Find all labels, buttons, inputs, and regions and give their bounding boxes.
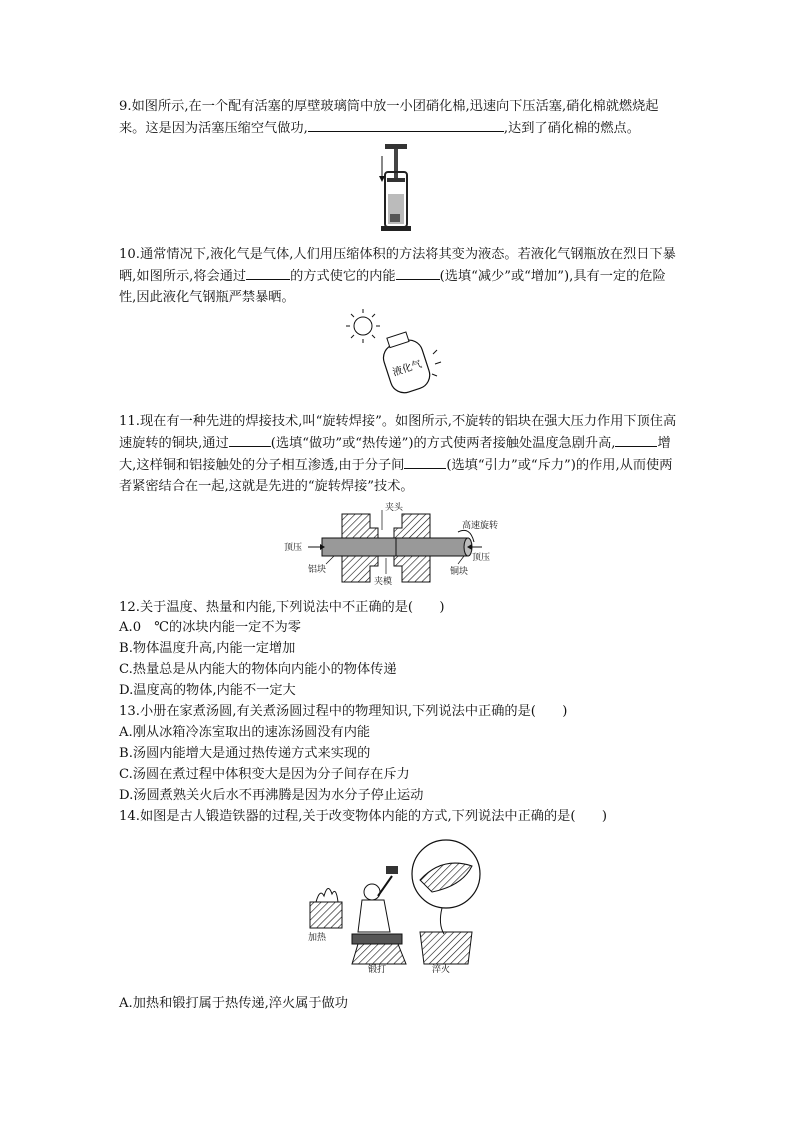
answer-blank[interactable]	[246, 265, 290, 280]
label-copper: 铜块	[450, 567, 469, 577]
copper-block	[396, 538, 468, 556]
aluminum-block	[322, 538, 396, 556]
option-12-d[interactable]: D.温度高的物体,内能不一定大	[119, 683, 296, 698]
label-clamp-bottom: 夹模	[374, 577, 393, 587]
label-high-speed: 高速旋转	[462, 521, 499, 531]
option-13-c[interactable]: C.汤圆在煮过程中体积变大是因为分子间存在斥力	[119, 767, 410, 782]
option-12-a[interactable]: A.0 ℃的冰块内能一定不为零	[119, 620, 301, 635]
question-14-stem: 14.如图是古人锻造铁器的过程,关于改变物体内能的方式,下列说法中正确的是( )	[119, 809, 608, 824]
question-11: 11.现在有一种先进的焊接技术,叫“旋转焊接”。如图所示,不旋转的铝块在强大压力作用下顶住高速旋转的铜块,通过 (选填“做功”或“热传递”)的方式使两者接触处温度急剧升高, 增大,这样铜和铝接触处的分子相互渗透,由于分子间 (选填“引力”或“斥力”)的作用,从而使两者紧密结合在一起,这就是先进的“旋转焊接”技术。	[119, 414, 677, 494]
option-13-d[interactable]: D.汤圆煮熟关火后水不再沸腾是因为水分子停止运动	[119, 788, 424, 803]
label-quench: 淬火	[432, 965, 451, 975]
gas-cylinder-sun-figure	[337, 306, 447, 398]
label-clamp-top: 夹头	[385, 503, 404, 513]
label-press-right: 顶压	[472, 553, 491, 563]
option-12-c[interactable]: C.热量总是从内能大的物体向内能小的物体传递	[119, 662, 397, 677]
question-10: 10.通常情况下,液化气是气体,人们用压缩体积的方法将其变为液态。若液化气钢瓶放在烈日下暴晒,如图所示,将会通过 的方式使它的内能 (选填“减少”或“增加”),具有一定的危险性,因此液化气钢瓶严禁暴晒。	[119, 247, 676, 305]
figure-label-lpg: 液化气	[391, 358, 424, 379]
answer-blank[interactable]	[615, 432, 657, 447]
answer-blank[interactable]	[308, 117, 504, 132]
label-press-left: 顶压	[284, 543, 303, 553]
label-aluminum: 铝块	[308, 565, 327, 575]
glass-cylinder-piston-figure	[372, 142, 420, 234]
answer-blank[interactable]	[396, 265, 440, 280]
label-heat: 加热	[308, 933, 327, 943]
answer-blank[interactable]	[229, 432, 271, 447]
option-12-b[interactable]: B.物体温度升高,内能一定增加	[119, 641, 296, 656]
option-13-b[interactable]: B.汤圆内能增大是通过热传递方式来实现的	[119, 746, 371, 761]
option-14-a[interactable]: A.加热和锻打属于热传递,淬火属于做功	[119, 996, 348, 1011]
ancient-forging-figure	[302, 836, 498, 974]
label-forge: 锻打	[368, 965, 387, 975]
rotary-welding-figure	[282, 502, 499, 594]
answer-blank[interactable]	[404, 454, 446, 469]
sun-icon	[346, 309, 380, 343]
question-12-stem: 12.关于温度、热量和内能,下列说法中不正确的是( )	[119, 600, 445, 615]
question-13-stem: 13.小册在家煮汤圆,有关煮汤圆过程中的物理知识,下列说法中正确的是( )	[119, 704, 568, 719]
question-9: 9.如图所示,在一个配有活塞的厚壁玻璃筒中放一小团硝化棉,迅速向下压活塞,硝化棉就燃烧起来。这是因为活塞压缩空气做功, ,达到了硝化棉的燃点。	[119, 99, 659, 136]
option-13-a[interactable]: A.刚从冰箱冷冻室取出的速冻汤圆没有内能	[119, 725, 371, 740]
